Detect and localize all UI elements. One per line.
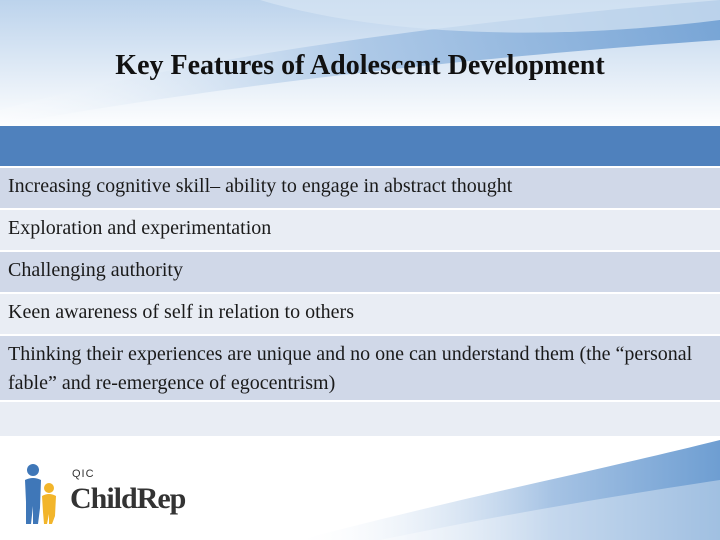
table-row: Challenging authority: [0, 252, 720, 294]
features-table: [0, 126, 720, 438]
qic-childrep-logo: [22, 462, 186, 528]
logo-childrep-text: ChildRep: [70, 482, 186, 515]
family-figures-icon: [22, 462, 68, 526]
table-row: Increasing cognitive skill– ability to engage in abstract thought: [0, 168, 720, 210]
slide-title: Key Features of Adolescent Development: [115, 50, 605, 81]
table-row: Keen awareness of self in relation to others: [0, 294, 720, 336]
logo-qic-text: QIC: [72, 468, 95, 480]
table-row: Exploration and experimentation: [0, 210, 720, 252]
table-row-empty: [0, 402, 720, 438]
table-header-row: [0, 126, 720, 168]
table-row: Thinking their experiences are unique and no one can understand them (the “personal fable” and re-emergence of egocentrism): [0, 336, 720, 402]
